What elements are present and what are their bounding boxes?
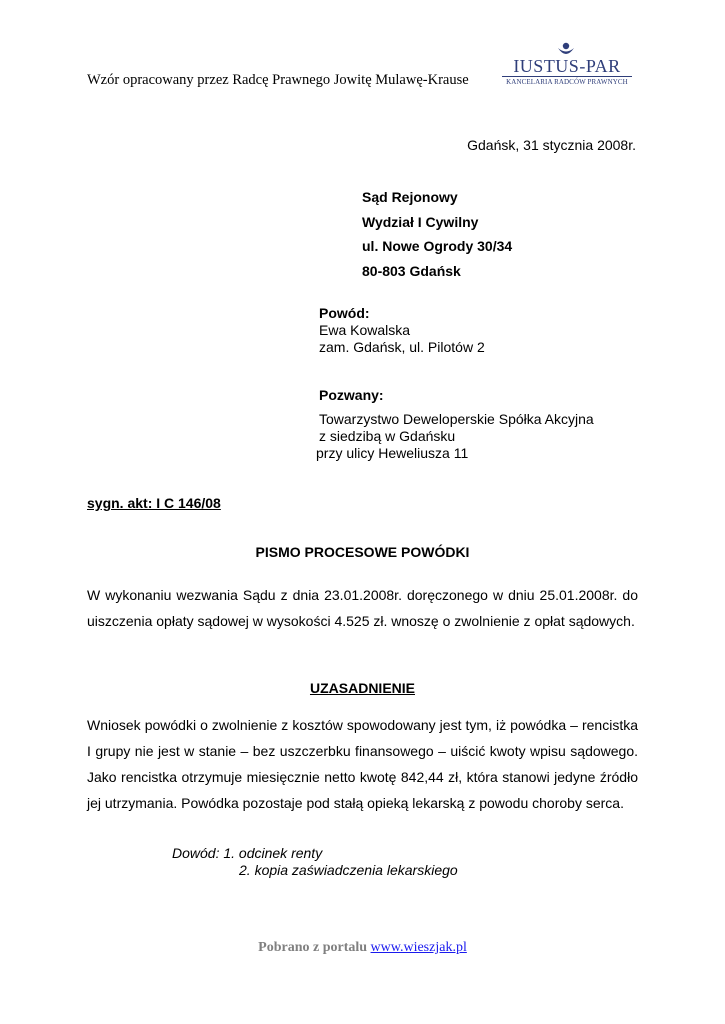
defendant-company: Towarzystwo Deweloperskie Spółka Akcyjna [319,411,594,427]
logo-name: IUSTUS-PAR [513,56,621,76]
justification-paragraph: Wniosek powódki o zwolnienie z kosztów spowodowany jest tym, iż powódka – rencistka I grupy nie jest w stanie – bez uszczerbku finansowego – uiścić kwoty wpisu sądowego. Jako rencistka otrzymuje miesięcznie netto kwotę 842,44 zł, która stanowi jedyne źródło jej utrzymania. Powódka pozostaje pod stałą opieką lekarską z powodu choroby serca. [87,717,638,811]
document-title: PISMO PROCESOWE POWÓDKI [255,544,470,560]
logo [502,40,632,90]
defendant-seat: z siedzibą w Gdańsku [319,428,456,444]
evidence-line-1: Dowód: 1. odcinek renty [172,845,323,861]
defendant-street: przy ulicy Heweliusza 11 [316,445,469,461]
intro-paragraph: W wykonaniu wezwania Sądu z dnia 23.01.2008r. doręczonego w dniu 25.01.2008r. do uiszczenia opłaty sądowej w wysokości 4.525 zł. wnoszę o zwolnienie z opłat sądowych. [87,587,638,629]
court-address [362,185,512,283]
case-number: sygn. akt: I C 146/08 [87,495,221,511]
defendant-label: Pozwany: [319,387,384,403]
court-name: Sąd Rejonowy [362,189,458,205]
court-division: Wydział I Cywilny [362,213,479,230]
plaintiff-name: Ewa Kowalska [319,322,411,338]
plaintiff-label: Powód: [319,305,370,321]
footer-text: Pobrano z portalu [258,940,368,955]
footer-link[interactable]: www.wieszjak.pl [370,940,467,955]
header-author-note: Wzór opracowany przez Radcę Prawnego Jowitę Mulawę-Krause [87,72,469,88]
plaintiff-address: zam. Gdańsk, ul. Pilotów 2 [319,339,485,355]
justification-heading: UZASADNIENIE [309,680,415,696]
footer [0,940,725,956]
defendant-block [316,387,594,462]
evidence-line-2: 2. kopia zaświadczenia lekarskiego [239,862,458,878]
document-date: Gdańsk, 31 stycznia 2008r. [467,137,636,153]
court-city: 80-803 Gdańsk [362,262,461,279]
court-street: ul. Nowe Ogrody 30/34 [362,238,513,254]
logo-subtitle: KANCELARIA RADCÓW PRAWNYCH [502,76,632,86]
plaintiff-block [319,305,485,356]
